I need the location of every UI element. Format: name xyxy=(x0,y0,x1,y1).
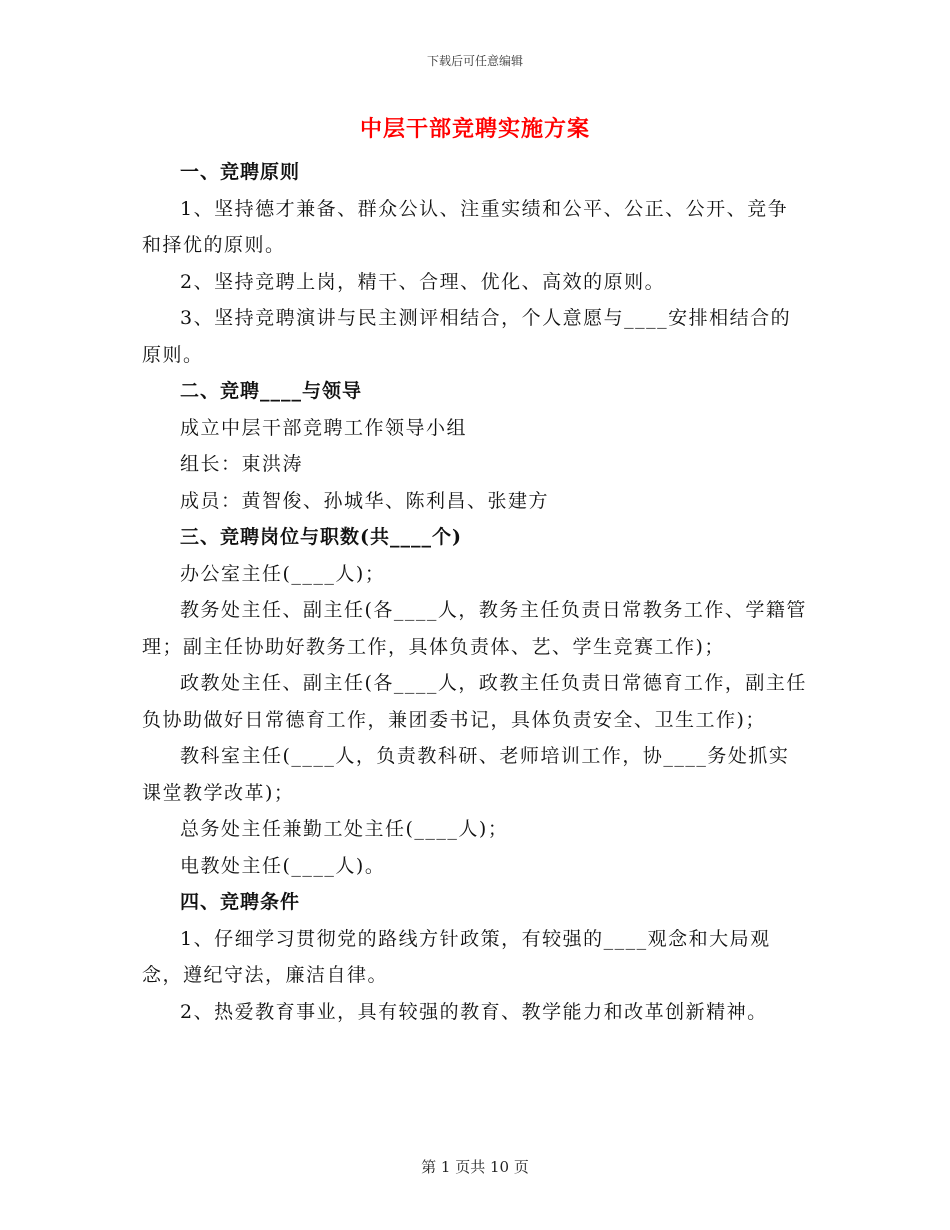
paragraph: 教科室主任(____人，负责教科研、老师培训工作，协____务处抓实课堂教学改革)； xyxy=(142,745,790,804)
paragraph: 总务处主任兼勤工处主任(____人)； xyxy=(180,818,509,840)
paragraph: 组长：東洪涛 xyxy=(180,453,304,475)
section-heading-principles: 一、竞聘原则 xyxy=(180,161,301,183)
document-body xyxy=(142,154,808,1030)
document-title: 中层干部竞聘实施方案 xyxy=(359,116,590,142)
paragraph: 成立中层干部竞聘工作领导小组 xyxy=(180,416,468,439)
section-heading-conditions: 四、竞聘条件 xyxy=(180,891,301,913)
paragraph: 2、坚持竞聘上岗，精干、合理、优化、高效的原则。 xyxy=(180,270,666,293)
paragraph: 2、热爱教育事业，具有较强的教育、教学能力和改革创新精神。 xyxy=(180,1000,768,1023)
paragraph: 政教处主任、副主任(各____人，政教主任负责日常德育工作，副主任负协助做好日常德育工作，兼团委书记，具体负责安全、卫生工作)； xyxy=(142,672,807,731)
page-header: 下载后可任意编辑 xyxy=(426,54,523,68)
paragraph: 1、坚持德才兼备、群众公认、注重实绩和公平、公正、公开、竞争和择优的原则。 xyxy=(142,197,789,256)
paragraph: 教务处主任、副主任(各____人，教务主任负责日常教务工作、学籍管理；副主任协助好教务工作，具体负责体、艺、学生竞赛工作)； xyxy=(142,599,807,658)
paragraph: 3、坚持竞聘演讲与民主测评相结合，个人意愿与____安排相结合的原则。 xyxy=(142,307,792,366)
page-number: 第 1 页共 10 页 xyxy=(421,1158,529,1176)
paragraph: 电教处主任(____人)。 xyxy=(180,854,386,877)
paragraph: 成员：黄智俊、孙城华、陈利昌、张建方 xyxy=(180,489,550,512)
section-heading-positions: 三、竞聘岗位与职数(共____个) xyxy=(180,526,462,548)
section-heading-leadership: 二、竞聘____与领导 xyxy=(180,380,363,402)
paragraph: 1、仔细学习贯彻党的路线方针政策，有较强的____观念和大局观念，遵纪守法，廉洁自律。 xyxy=(142,927,771,986)
paragraph: 办公室主任(____人)； xyxy=(180,562,386,585)
